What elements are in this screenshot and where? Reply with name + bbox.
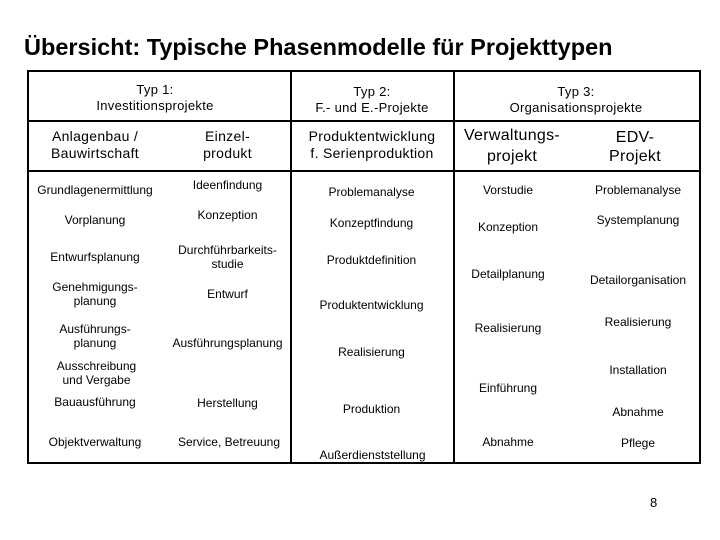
- phase-cell: Problemanalyse: [594, 183, 682, 197]
- phase-cell: Objektverwaltung: [48, 435, 142, 449]
- phase-cell: Produktdefinition: [326, 253, 417, 267]
- phase-cell: Pflege: [620, 436, 656, 450]
- phase-cell: Ausführungs- planung: [59, 322, 131, 351]
- subheader-divider: [27, 170, 701, 172]
- phase-cell: Entwurf: [207, 287, 248, 301]
- phase-cell: Ausschreibung und Vergabe: [56, 359, 137, 388]
- phase-cell: Durchführbarkeits- studie: [178, 243, 277, 272]
- page-number: 8: [650, 495, 658, 510]
- header-typ2: Typ 2: F.- und E.-Projekte: [315, 84, 429, 115]
- subheader-edv-projekt: EDV- Projekt: [609, 129, 661, 166]
- divider-typ1-typ2: [290, 70, 292, 464]
- header-typ1: Typ 1: Investitionsprojekte: [96, 82, 214, 113]
- subheader-produktentwicklung: Produktentwicklung f. Serienproduktion: [308, 128, 436, 161]
- phase-cell: Detailorganisation: [589, 273, 687, 287]
- header-divider: [27, 120, 701, 122]
- phase-cell: Abnahme: [482, 435, 534, 449]
- subheader-einzelprodukt: Einzel- produkt: [203, 128, 252, 161]
- subheader-anlagenbau: Anlagenbau / Bauwirtschaft: [51, 128, 139, 161]
- phase-cell: Genehmigungs- planung: [52, 280, 138, 309]
- phase-cell: Grundlagenermittlung: [37, 183, 153, 197]
- phase-cell: Vorplanung: [64, 213, 126, 227]
- phase-cell: Systemplanung: [596, 213, 680, 227]
- phase-cell: Realisierung: [604, 315, 672, 329]
- phase-cell: Konzeption: [197, 208, 258, 222]
- phase-cell: Realisierung: [338, 345, 405, 359]
- phase-cell: Realisierung: [474, 321, 542, 335]
- subheader-verwaltungsprojekt: Verwaltungs- projekt: [463, 127, 561, 165]
- phase-cell: Produktentwicklung: [319, 298, 424, 312]
- header-typ3: Typ 3: Organisationsprojekte: [509, 84, 643, 115]
- phase-cell: Einführung: [478, 381, 538, 395]
- phase-cell: Installation: [609, 363, 667, 377]
- phase-cell: Entwurfsplanung: [50, 250, 140, 264]
- phase-cell: Ausführungsplanung: [172, 336, 283, 350]
- slide-title: Übersicht: Typische Phasenmodelle für Projekttypen: [24, 34, 613, 60]
- phase-cell: Detailplanung: [471, 267, 545, 281]
- phase-cell: Konzeptfindung: [329, 216, 414, 230]
- phase-cell: Ideenfindung: [192, 178, 263, 192]
- phase-cell: Service, Betreuung: [177, 435, 281, 449]
- phase-cell: Vorstudie: [482, 183, 534, 197]
- phase-cell: Problemanalyse: [328, 185, 415, 199]
- phase-cell: Außerdienststellung: [319, 448, 426, 462]
- phase-cell: Herstellung: [197, 396, 258, 410]
- phase-cell: Produktion: [342, 402, 401, 416]
- phase-cell: Konzeption: [477, 220, 539, 234]
- phase-cell: Abnahme: [612, 405, 664, 419]
- phase-cell: Bauausführung: [54, 395, 136, 409]
